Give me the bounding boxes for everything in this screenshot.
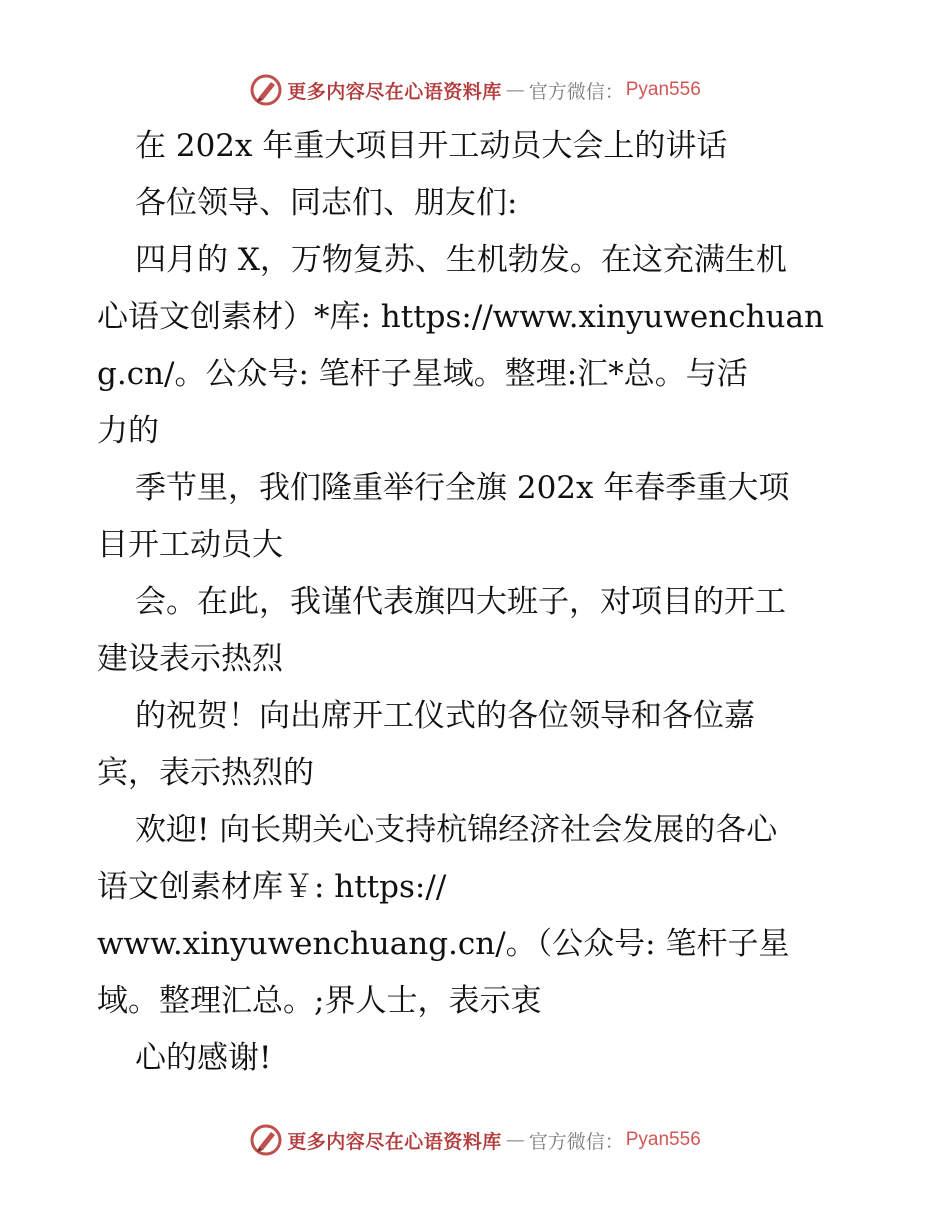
banner-separator: —: [505, 79, 525, 101]
text-line: 语文创素材库￥: https://: [97, 869, 447, 905]
text-line: 四月的 X，万物复苏、生机勃发。在这充满生机: [135, 242, 787, 278]
text-line: 会。在此，我谨代表旗四大班子，对项目的开工: [135, 584, 786, 620]
text-line: 心语文创素材）*库: https://www.xinyuwenchuan: [97, 299, 824, 335]
text-line: 季节里，我们隆重举行全旗 202x 年春季重大项: [135, 470, 790, 506]
text-line: g.cn/。公众号: 笔杆子星域。整理:汇*总。与活: [97, 356, 748, 392]
footer-banner: [0, 1120, 950, 1160]
text-line: 力的: [97, 413, 159, 449]
pen-circle-logo-icon: [249, 1123, 283, 1157]
text-line: 的祝贺！向出席开工仪式的各位领导和各位嘉: [135, 698, 755, 734]
text-line: 建设表示热烈: [97, 641, 283, 677]
banner-separator: —: [505, 1129, 525, 1151]
text-line: 各位领导、同志们、朋友们:: [135, 185, 518, 221]
pen-circle-logo-icon: [249, 73, 283, 107]
banner-wechat-id: Pyan556: [625, 79, 701, 100]
text-line: 宾，表示热烈的: [97, 755, 314, 791]
text-line: 欢迎! 向长期关心支持杭锦经济社会发展的各心: [135, 812, 778, 848]
document-title: 在 202x 年重大项目开工动员大会上的讲话: [135, 128, 728, 164]
banner-wechat-label: 官方微信：: [528, 1130, 624, 1153]
text-line: www.xinyuwenchuang.cn/。（公众号: 笔杆子星: [97, 926, 790, 962]
document-body: [97, 118, 857, 1087]
banner-wechat-label: 官方微信：: [528, 80, 624, 103]
banner-wechat-id: Pyan556: [625, 1129, 701, 1150]
text-line: 域。整理汇总。;界人士，表示衷: [97, 983, 542, 1019]
banner-text: 更多内容尽在心语资料库: [287, 1130, 502, 1153]
text-line: 心的感谢!: [135, 1040, 272, 1076]
text-line: 目开工动员大: [97, 527, 283, 563]
banner-text: 更多内容尽在心语资料库: [287, 80, 502, 103]
header-banner: [0, 70, 950, 110]
